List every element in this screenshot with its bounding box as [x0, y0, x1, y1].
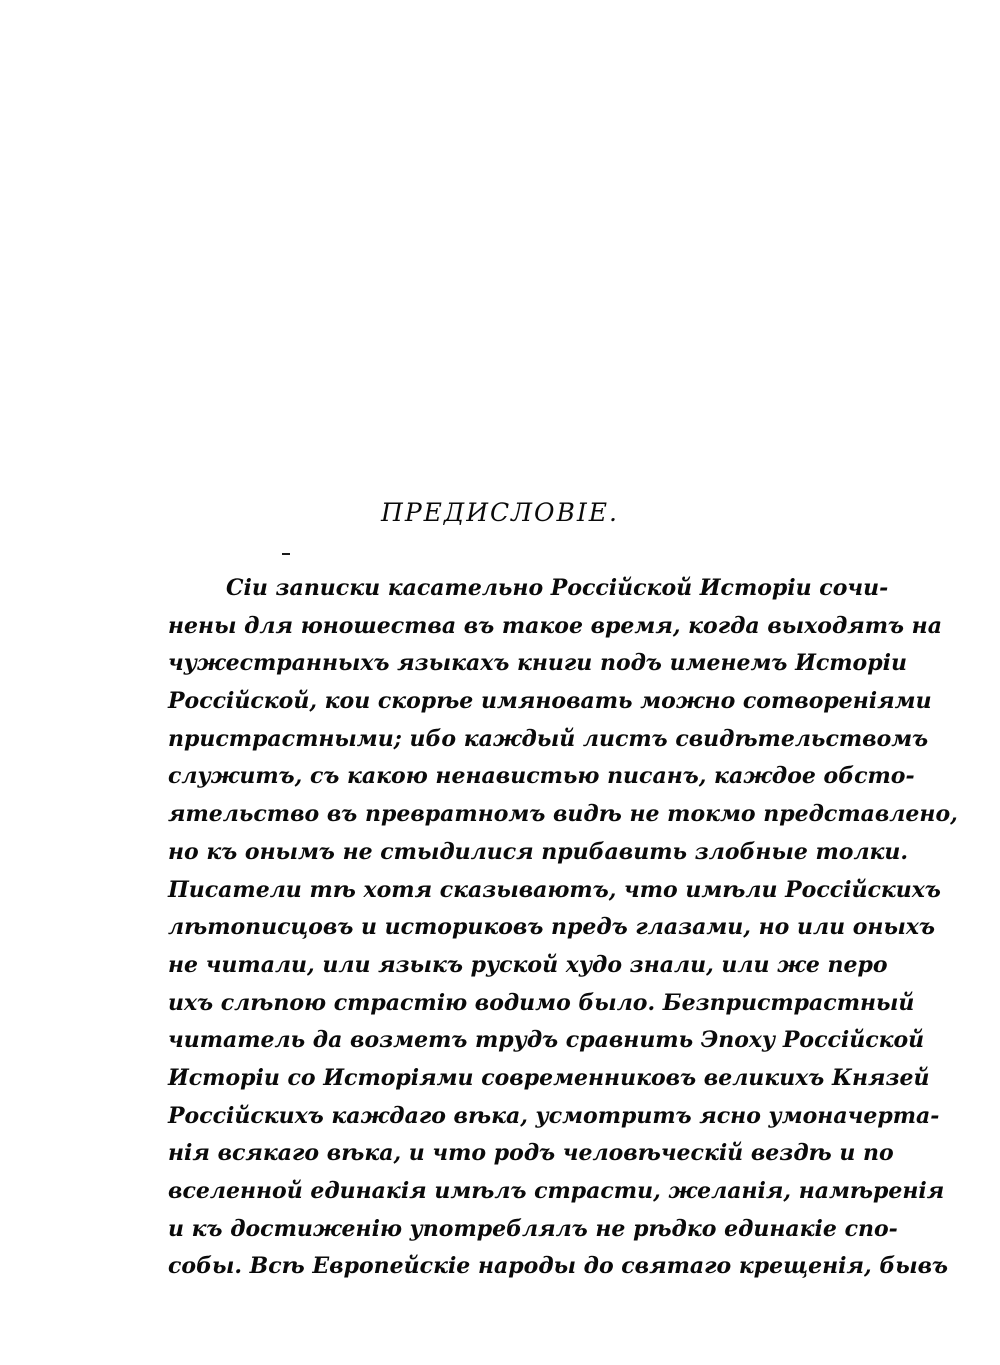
- text-line: ихъ слѣпою страстiю водимо было. Безпристрастный: [168, 989, 915, 1016]
- page-title: ПРЕДИСЛОВIЕ.: [381, 498, 619, 527]
- text-line: читатель да возметъ трудъ сравнить Эпоху Россiйской: [168, 1027, 925, 1054]
- text-line: нены для юношества въ такое время, когда выходятъ на: [168, 612, 942, 639]
- preface-text: [168, 570, 958, 1286]
- text-line: и къ достиженiю употреблялъ не рѣдко единакiе спо-: [168, 1215, 898, 1242]
- text-line: вселенной единакiя имѣлъ страсти, желанiя, намѣренiя: [168, 1178, 945, 1204]
- text-line: Исторiи со Исторiями современниковъ великихъ Князей: [168, 1064, 930, 1091]
- text-line: ятельство въ превратномъ видѣ не токмо представлено,: [168, 801, 958, 828]
- text-line: Россiйскихъ каждаго вѣка, усмотритъ ясно умоначерта-: [168, 1102, 940, 1129]
- text-line: Россiйской, кои скорѣе имяновать можно сотворенiями: [168, 688, 932, 715]
- text-line: чужестранныхъ языкахъ книги подъ именемъ Исторiи: [168, 650, 907, 677]
- text-line: служитъ, съ какою ненавистью писанъ, каждое обсто-: [168, 763, 915, 790]
- heading-rule-mark: [282, 553, 290, 555]
- text-line: Сiи записки касательно Россiйской Исторiи сочи-: [226, 575, 889, 601]
- text-line: нiя всякаго вѣка, и что родъ человѣческiй вездѣ и по: [168, 1140, 894, 1167]
- text-line: пристрастными; ибо каждый листъ свидѣтельствомъ: [168, 725, 929, 752]
- text-line: но къ онымъ не стыдилися прибавить злобные толки.: [168, 838, 909, 865]
- text-line: собы. Всѣ Европейскiе народы до святаго крещенiя, бывъ: [168, 1253, 949, 1280]
- text-line: Писатели тѣ хотя сказываютъ, что имѣли Россiйскихъ: [168, 876, 941, 903]
- text-line: лѣтописцовъ и историковъ предъ глазами, но или оныхъ: [168, 914, 935, 941]
- text-line: не читали, или языкъ руской худо знали, или же перо: [168, 951, 888, 978]
